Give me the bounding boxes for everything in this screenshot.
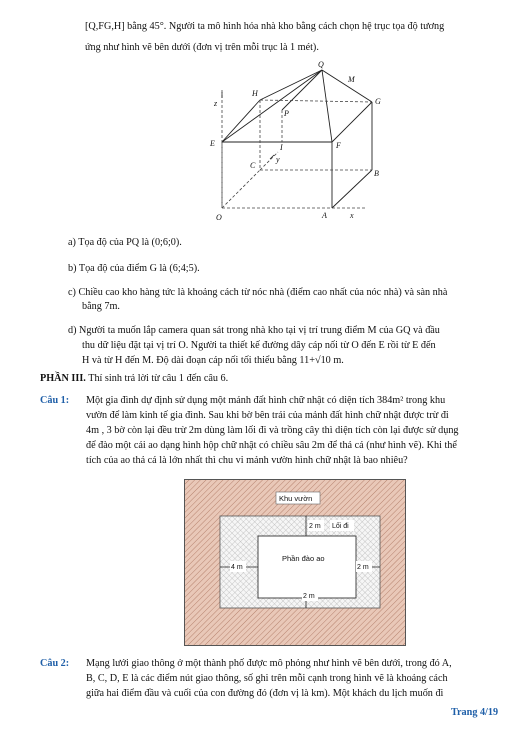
part3-text: Thí sinh trả lời từ câu 1 đến câu 6.	[88, 373, 229, 384]
label-left-gap: 4 m	[231, 564, 243, 571]
label-H: H	[252, 89, 258, 98]
question-2-line-3: giữa hai điểm đầu và cuối của con đường đó (đơn vị là km). Một khách du lịch muốn đi	[86, 688, 444, 699]
label-x: x	[350, 211, 354, 220]
question-1-label: Câu 1:	[40, 395, 70, 406]
item-d-line-3: H và từ H đến M. Độ dài đoạn cáp nối tối thiểu bằng 11+√10 m.	[82, 355, 344, 366]
page-number: Trang 4/19	[451, 707, 499, 718]
question-1-line-3: 4m , 3 bờ còn lại đều trừ 2m dùng làm lối đi và trồng cây thì diện tích còn lại được sử dụng	[86, 425, 459, 436]
label-khu-vuon: Khu vườn	[279, 494, 313, 503]
question-1-line-5: tích của ao thả cá là lớn nhất thì chu vi mảnh vườn hình chữ nhật là bao nhiêu?	[86, 455, 408, 466]
label-y: y	[276, 155, 280, 164]
part3-heading	[40, 372, 228, 385]
question-1-line-1: Một gia đình dự định sử dụng một mảnh đất hình chữ nhật có diện tích 384m² trong khu	[86, 395, 446, 406]
item-c-line-1: c) Chiều cao kho hàng tức là khoảng cách từ nóc nhà (điểm cao nhất của nóc nhà) và sàn nhà	[68, 287, 448, 298]
label-B: B	[374, 169, 379, 178]
label-z: z	[214, 99, 218, 108]
intro-line-2: ứng như hình vẽ bên dưới (đơn vị trên mỗi trục là 1 mét).	[85, 42, 319, 53]
label-top-gap: 2 m	[309, 523, 321, 530]
label-C: C	[250, 161, 256, 170]
label-G: G	[375, 97, 381, 106]
label-Q: Q	[318, 60, 324, 69]
label-I: I	[280, 143, 283, 152]
item-c-line-2: bằng 7m.	[82, 301, 120, 312]
label-bottom-gap: 2 m	[303, 593, 315, 600]
question-2-label: Câu 2:	[40, 658, 70, 669]
label-loi-di: Lối đi	[332, 523, 349, 530]
part3-label: PHẦN III.	[40, 373, 86, 384]
question-1-line-4: để đào một cái ao dạng hình hộp chữ nhật có chiều sâu 2m để thả cá (như hình vẽ). Khi thể	[86, 440, 457, 451]
label-F: F	[336, 141, 341, 150]
garden-figure	[184, 479, 406, 646]
label-right-gap: 2 m	[357, 564, 369, 571]
label-O: O	[216, 213, 222, 222]
item-a: a) Tọa độ của PQ là (0;6;0).	[68, 237, 182, 248]
label-pond: Phần đào ao	[282, 554, 325, 563]
item-d-line-1: d) Người ta muốn lắp camera quan sát trong nhà kho tại vị trí trung điểm M của GQ và đầu	[68, 325, 440, 336]
label-A: A	[322, 211, 327, 220]
label-M: M	[348, 75, 355, 84]
label-E: E	[210, 139, 215, 148]
warehouse-figure	[200, 58, 390, 228]
item-b: b) Tọa độ của điểm G là (6;4;5).	[68, 263, 200, 274]
item-d-line-2: thu dữ liệu đặt tại vị trí O. Người ta thiết kế đường dây cáp nối từ O đến E rồi từ E đến	[82, 340, 436, 351]
pond-area	[258, 536, 356, 598]
intro-line-1: [Q,FG,H] bằng 45°. Người ta mô hình hóa nhà kho bằng cách chọn hệ trục tọa độ tương	[85, 21, 445, 32]
question-2-line-1: Mạng lưới giao thông ở một thành phố được mô phỏng như hình vẽ bên dưới, trong đó A,	[86, 658, 452, 669]
question-1-line-2: vườn để làm kinh tế gia đình. Sau khi bờ bên trái của mảnh đất hình chữ nhật được trừ đi	[86, 410, 449, 421]
question-2-line-2: B, C, D, E là các điểm nút giao thông, số ghi trên mỗi cạnh trong hình vẽ là khoảng cách	[86, 673, 448, 684]
label-P: P	[284, 109, 289, 118]
